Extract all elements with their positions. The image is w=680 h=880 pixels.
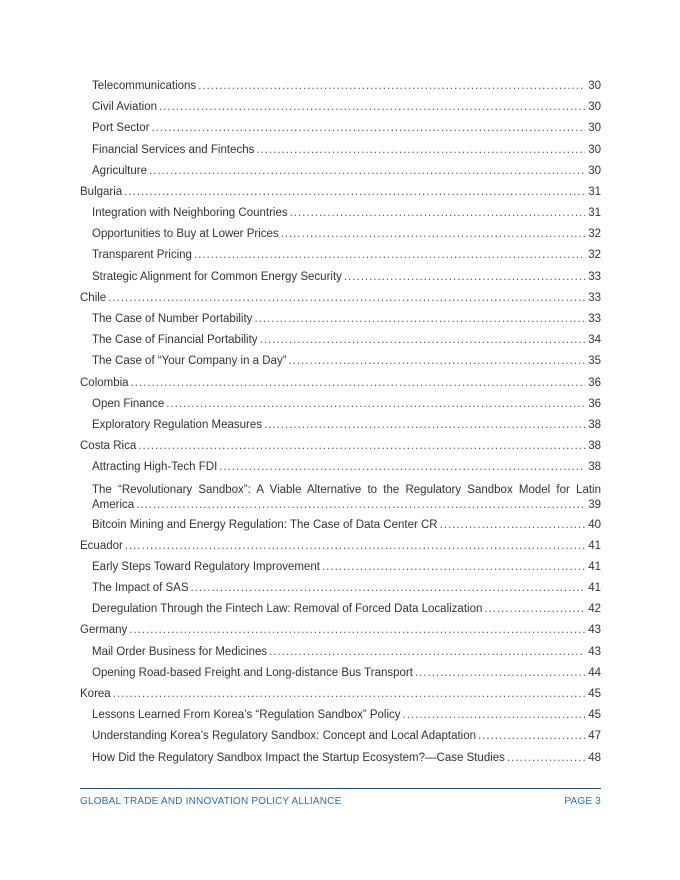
toc-entry-title: Open Finance [92,397,165,410]
toc-entry-title-continued: America [92,498,135,511]
toc-entry-page: 36 [588,376,601,389]
page-footer [80,796,601,807]
toc-entry[interactable] [80,726,601,747]
toc-entry[interactable] [80,76,601,97]
toc-entry-page: 41 [588,539,601,552]
dot-leader [191,578,586,599]
toc-entry-title: Telecommunications [92,79,197,92]
dot-leader [159,97,585,118]
dot-leader [264,415,585,436]
toc-entry-page: 38 [588,440,601,453]
toc-entry-title: Strategic Alignment for Common Energy Security [92,270,342,283]
toc-entry-page: 33 [588,291,601,304]
toc-entry-title: The Case of Financial Portability [92,334,258,347]
toc-entry-page: 30 [588,164,601,177]
toc-section-entry[interactable] [80,536,601,557]
toc-entry-title: Understanding Korea’s Regulatory Sandbox: Concept and Local Adaptation [92,730,477,743]
toc-entry-title: Transparent Pricing [92,249,192,262]
toc-entry-page: 40 [588,518,601,531]
toc-entry-title: Integration with Neighboring Countries [92,207,288,220]
toc-entry-page: 33 [588,270,601,283]
toc-section-entry[interactable] [80,621,601,642]
toc-entry-page: 42 [588,603,601,616]
toc-entry-title: Early Steps Toward Regulatory Improvement [92,560,320,573]
toc-entry-page: 39 [588,498,601,511]
toc-entry[interactable] [80,246,601,267]
dot-leader [254,309,585,330]
toc-entry-page: 41 [588,582,601,595]
toc-entry[interactable] [80,599,601,620]
toc-entry-title: Bitcoin Mining and Energy Regulation: The Case of Data Center CR [92,518,438,531]
toc-entry[interactable] [80,515,601,536]
toc-entry-title: Mail Order Business for Medicines [92,645,268,658]
dot-leader [138,436,585,457]
toc-entry-page: 41 [588,560,601,573]
toc-section-entry[interactable] [80,436,601,457]
toc-entry-page: 31 [588,185,601,198]
dot-leader [289,351,586,372]
toc-entry[interactable] [80,351,601,372]
toc-entry-title: Deregulation Through the Fintech Law: Removal of Forced Data Localization [92,603,483,616]
toc-entry-page: 38 [588,461,601,474]
toc-entry-page: 48 [588,751,601,764]
toc-entry-page: 30 [588,101,601,114]
dot-leader [108,288,585,309]
toc-section-entry[interactable] [80,288,601,309]
toc-entry[interactable] [80,457,601,478]
toc-entry-page: 34 [588,334,601,347]
toc-entry-title: Exploratory Regulation Measures [92,418,263,431]
toc-entry[interactable] [80,748,601,769]
toc-entry-page: 31 [588,207,601,220]
toc-entry-title: Agriculture [92,164,147,177]
toc-entry[interactable] [80,267,601,288]
dot-leader [152,118,586,139]
toc-entry[interactable] [80,663,601,684]
dot-leader [290,203,586,224]
dot-leader [219,457,585,478]
toc-entry-page: 38 [588,418,601,431]
toc-entry[interactable] [80,642,601,663]
toc-section-entry[interactable] [80,373,601,394]
toc-entry-page: 43 [588,645,601,658]
dot-leader [194,245,585,266]
toc-entry-page: 43 [588,624,601,637]
dot-leader [440,515,586,536]
toc-entry-title: Colombia [80,376,129,389]
toc-entry[interactable] [80,394,601,415]
toc-entry[interactable] [80,578,601,599]
dot-leader [131,373,586,394]
toc-entry-title: How Did the Regulatory Sandbox Impact the Startup Ecosystem?—Case Studies [92,751,505,764]
dot-leader [322,557,585,578]
toc-entry-page: 47 [588,730,601,743]
toc-entry-page: 45 [588,709,601,722]
toc-entry[interactable] [80,557,601,578]
footer-organization: GLOBAL TRADE AND INNOVATION POLICY ALLIANCE [80,796,342,807]
dot-leader [129,620,585,641]
toc-entry-title: Civil Aviation [92,101,157,114]
toc-entry-title: The Case of “Your Company in a Day” [92,355,287,368]
dot-leader [166,394,585,415]
table-of-contents [80,76,601,769]
toc-entry[interactable] [80,479,601,515]
dot-leader [125,536,585,557]
toc-entry[interactable] [80,309,601,330]
toc-entry-title: Lessons Learned From Korea’s “Regulation Sandbox” Policy [92,709,401,722]
toc-entry-title: Ecuador [80,539,123,552]
toc-entry-page: 32 [588,249,601,262]
toc-entry-title: Korea [80,688,111,701]
dot-leader [403,705,586,726]
toc-entry-page: 30 [588,79,601,92]
dot-leader [507,748,585,769]
toc-entry-page: 45 [588,688,601,701]
toc-entry-title: Financial Services and Fintechs [92,143,255,156]
toc-entry-page: 30 [588,122,601,135]
toc-entry[interactable] [80,140,601,161]
toc-entry-title: Costa Rica [80,440,137,453]
toc-entry-title: Attracting High-Tech FDI [92,461,218,474]
toc-entry-title: The “Revolutionary Sandbox”: A Viable Alternative to the Regulatory Sandbox Model for Latin [92,483,601,496]
dot-leader [478,726,585,747]
dot-leader [136,498,585,513]
toc-entry-title: Germany [80,624,128,637]
dot-leader [149,161,585,182]
toc-entry[interactable] [80,705,601,726]
dot-leader [344,267,585,288]
toc-section-entry[interactable] [80,684,601,705]
toc-entry[interactable] [80,330,601,351]
toc-entry-title: Bulgaria [80,185,123,198]
toc-entry[interactable] [80,224,601,245]
toc-entry[interactable] [80,97,601,118]
dot-leader [415,663,585,684]
dot-leader [198,76,585,97]
toc-entry-page: 33 [588,313,601,326]
toc-entry-page: 36 [588,397,601,410]
dot-leader [256,140,585,161]
dot-leader [484,599,585,620]
footer-page-number: PAGE 3 [564,796,601,807]
toc-entry-title: Port Sector [92,122,150,135]
toc-entry-page: 32 [588,228,601,241]
dot-leader [260,330,586,351]
dot-leader [113,684,586,705]
toc-entry-page: 35 [588,355,601,368]
toc-entry[interactable] [80,203,601,224]
toc-entry[interactable] [80,118,601,139]
toc-entry-title: The Impact of SAS [92,582,189,595]
dot-leader [281,224,586,245]
toc-entry[interactable] [80,161,601,182]
dot-leader [124,182,585,203]
toc-section-entry[interactable] [80,182,601,203]
toc-entry-title: Chile [80,291,107,304]
toc-entry[interactable] [80,415,601,436]
toc-entry-page: 30 [588,143,601,156]
dot-leader [269,642,585,663]
toc-entry-title: The Case of Number Portability [92,313,253,326]
toc-entry-page: 44 [588,666,601,679]
toc-entry-title: Opening Road-based Freight and Long-distance Bus Transport [92,666,413,679]
toc-entry-title: Opportunities to Buy at Lower Prices [92,228,279,241]
footer-divider [80,788,601,789]
